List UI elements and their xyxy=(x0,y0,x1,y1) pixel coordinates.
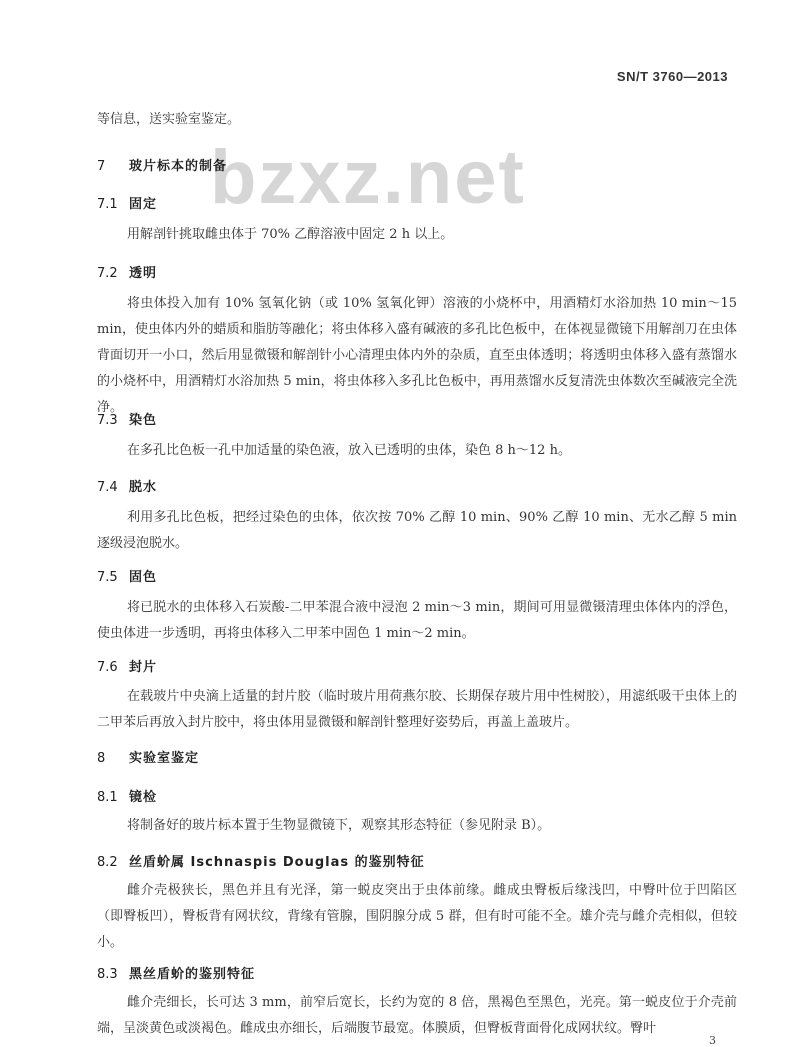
paragraph: 利用多孔比色板，把经过染色的虫体，依次按 70% 乙醇 10 min、90% 乙醇 10 min、无水乙醇 5 min 逐级浸泡脱水。 xyxy=(97,510,737,551)
subsection-8-2-heading xyxy=(97,851,425,870)
subsection-title: 镜检 xyxy=(129,790,158,805)
paragraph: 将虫体投入加有 10% 氢氧化钠（或 10% 氢氧化钾）溶液的小烧杯中，用酒精灯水浴加热 10 min～15 min，使虫体内外的蜡质和脂肪等融化；将虫体移入盛有碱液的多孔比色板中，在体视显微镜下用解剖刀在虫体背面切开一小口，然后用显微镊和解剖针小心清理虫体内外的杂质，直至虫体透明；将透明虫体移入盛有蒸馏水的小烧杯中，用酒精灯水浴加热 5 min，将虫体移入多孔比色板中，再用蒸馏水反复清洗虫体数次至碱液完全洗净。 xyxy=(97,296,737,415)
subsection-8-1-heading xyxy=(97,786,157,805)
paragraph: 雌介壳极狭长，黑色并且有光泽，第一蜕皮突出于虫体前缘。雌成虫臀板后缘浅凹，中臀叶位于凹陷区（即臀板凹），臀板背有网状纹，背缘有管腺，围阴腺分成 5 群，但有时可能不全。雄介壳与雌介壳相似，但较小。 xyxy=(97,883,737,950)
section-title: 实验室鉴定 xyxy=(129,751,200,766)
subsection-title: 透明 xyxy=(129,266,158,281)
subsection-8-2-text xyxy=(97,878,737,956)
standard-code: SN/T 3760—2013 xyxy=(616,69,728,84)
subsection-title: 脱水 xyxy=(129,480,158,495)
subsection-7-6-heading xyxy=(97,656,157,675)
subsection-7-2-text xyxy=(97,291,737,421)
subsection-7-1-heading xyxy=(97,193,157,212)
paragraph: 雌介壳细长，长可达 3 mm，前窄后宽长，长约为宽的 8 倍，黑褐色至黑色，光亮。第一蜕皮位于介壳前端，呈淡黄色或淡褐色。雌成虫亦细长，后端腹节最宽。体膜质，但臀板背面骨化成网状纹。臀叶 xyxy=(97,995,737,1036)
subsection-8-3-text xyxy=(97,990,737,1042)
paragraph: 在载玻片中央滴上适量的封片胶（临时玻片用荷燕尔胶、长期保存玻片用中性树胶），用滤纸吸干虫体上的二甲苯后再放入封片胶中，将虫体用显微镊和解剖针整理好姿势后，再盖上盖玻片。 xyxy=(97,689,737,730)
page-number: 3 xyxy=(709,1034,716,1047)
subsection-number: 7.6 xyxy=(97,660,118,675)
paragraph: 将制备好的玻片标本置于生物显微镜下，观察其形态特征（参见附录 B）。 xyxy=(127,818,551,833)
watermark: bzxz.net xyxy=(210,135,526,220)
subsection-title: 染色 xyxy=(129,413,158,428)
subsection-7-3-text xyxy=(97,438,737,464)
subsection-7-5-heading xyxy=(97,566,157,585)
paragraph: 用解剖针挑取雌虫体于 70% 乙醇溶液中固定 2 h 以上。 xyxy=(127,227,454,242)
subsection-number: 7.5 xyxy=(97,570,118,585)
subsection-8-3-heading xyxy=(97,963,255,982)
section-8-heading xyxy=(97,747,199,766)
section-title: 玻片标本的制备 xyxy=(129,159,228,174)
subsection-title: 封片 xyxy=(129,660,158,675)
subsection-number: 8.2 xyxy=(97,855,118,870)
subsection-7-6-text xyxy=(97,684,737,736)
intro-line: 等信息，送实验室鉴定。 xyxy=(97,112,241,127)
subsection-number: 8.3 xyxy=(97,967,118,982)
subsection-title: 固定 xyxy=(129,197,158,212)
paragraph: 将已脱水的虫体移入石炭酸-二甲苯混合液中浸泡 2 min～3 min，期间可用显微镊清理虫体体内的浮色，使虫体进一步透明，再将虫体移入二甲苯中固色 1 min～2 min。 xyxy=(97,600,737,641)
paragraph: 在多孔比色板一孔中加适量的染色液，放入已透明的虫体，染色 8 h～12 h。 xyxy=(127,443,571,458)
subsection-7-2-heading xyxy=(97,262,157,281)
subsection-7-4-text xyxy=(97,505,737,557)
subsection-number: 7.4 xyxy=(97,480,118,495)
subsection-7-1-text xyxy=(97,222,737,248)
subsection-7-4-heading xyxy=(97,476,157,495)
section-number: 8 xyxy=(97,751,106,766)
subsection-title: 固色 xyxy=(129,570,158,585)
subsection-title: 丝盾蚧属 Ischnaspis Douglas 的鉴别特征 xyxy=(129,855,425,870)
subsection-number: 7.1 xyxy=(97,197,118,212)
subsection-title: 黑丝盾蚧的鉴别特征 xyxy=(129,967,256,982)
subsection-number: 8.1 xyxy=(97,790,118,805)
section-7-heading xyxy=(97,155,227,174)
subsection-8-1-text xyxy=(97,813,737,839)
intro-paragraph xyxy=(97,107,737,133)
subsection-number: 7.3 xyxy=(97,413,118,428)
section-number: 7 xyxy=(97,159,106,174)
subsection-7-3-heading xyxy=(97,409,157,428)
subsection-7-5-text xyxy=(97,595,737,647)
subsection-number: 7.2 xyxy=(97,266,118,281)
